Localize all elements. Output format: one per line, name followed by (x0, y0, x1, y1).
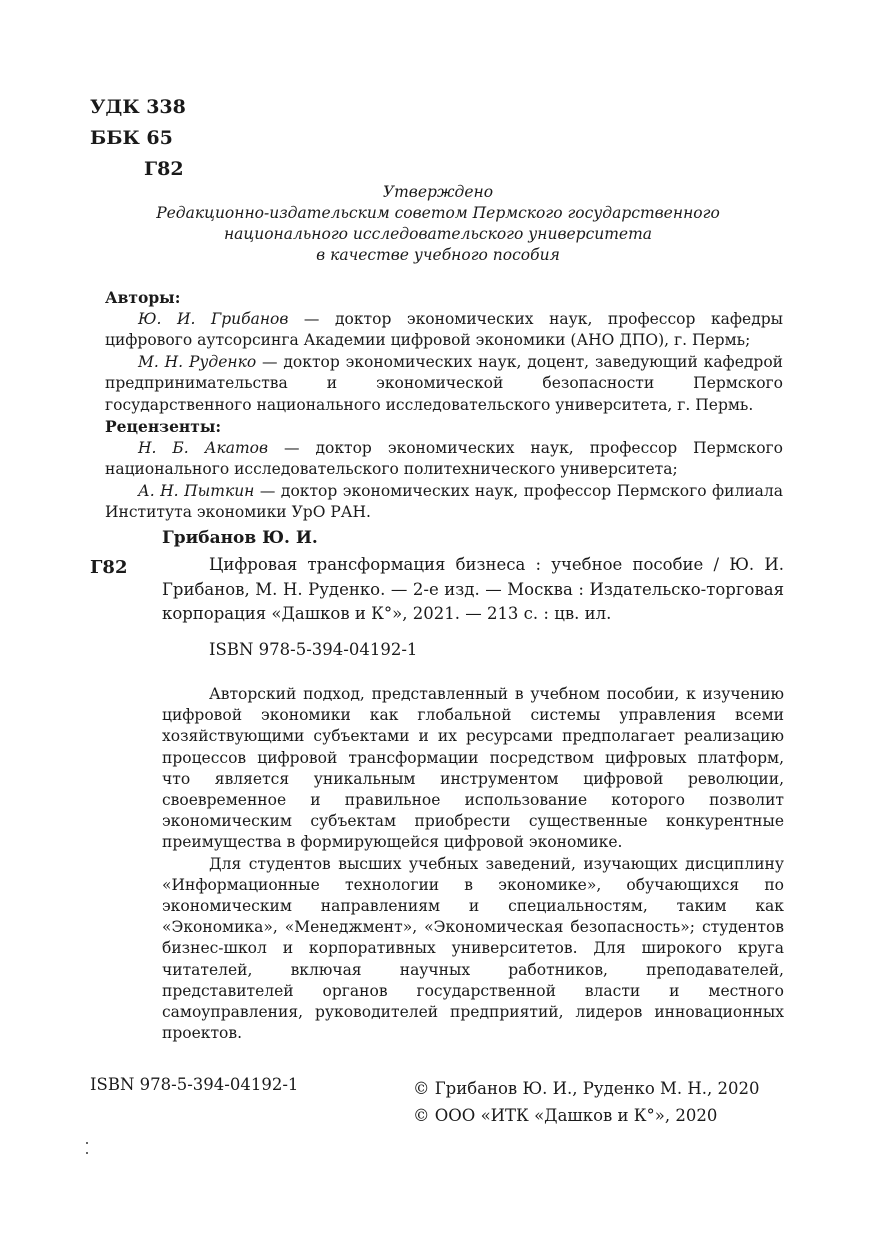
reviewer-entry (105, 481, 783, 524)
annotation-paragraph: Авторский подход, представленный в учебном пособии, к изучению цифровой экономики как глобальной системы управления всеми хозяйствующими субъектами и их ресурсами предполагает реализацию процессов цифровой трансформации посредством цифровых платформ, что является уникальным инструментом цифровой революции, своевременное и правильное использование которого позволит экономическим субъектам приобрести существенные конкурентные преимущества в формирующейся цифровой экономике. (162, 685, 784, 852)
author-sign: Г82 (144, 158, 184, 180)
footer-isbn: ISBN 978-5-394-04192-1 (90, 1075, 299, 1094)
approval-line: Редакционно-издательским советом Пермского государственного (156, 204, 720, 222)
catalog-isbn: ISBN 978-5-394-04192-1 (209, 640, 418, 659)
approval-line: национального исследовательского университета (223, 225, 653, 243)
author-name: М. Н. Руденко (138, 352, 257, 371)
margin-mark (86, 1142, 88, 1144)
reviewer-entry (105, 438, 783, 481)
reviewer-name: Н. Б. Акатов (138, 438, 268, 457)
catalog-description: Цифровая трансформация бизнеса : учебное пособие / Ю. И. Грибанов, М. Н. Руденко. — 2-е изд. — Москва : Издательско-торговая корпорация «Дашков и К°», 2021. — 213 с. : цв. ил. (162, 555, 784, 623)
approval-block (100, 182, 776, 266)
approval-line: в качестве учебного пособия (316, 246, 560, 264)
copyright-line: © Грибанов Ю. И., Руденко М. Н., 2020 (413, 1079, 760, 1098)
classification-codes (90, 92, 186, 185)
reviewer-description: — доктор экономических наук, профессор Пермского национального исследовательского политехнического университета; (105, 438, 783, 478)
udk-code: УДК 338 (90, 96, 186, 118)
bbk-code: ББК 65 (90, 127, 173, 149)
reviewer-name: А. Н. Пыткин (138, 481, 255, 500)
margin-mark (86, 1152, 88, 1154)
author-description: — доктор экономических наук, профессор кафедры цифрового аутсорсинга Академии цифровой экономики (АНО ДПО), г. Пермь; (105, 309, 783, 349)
reviewers-heading: Рецензенты: (105, 417, 222, 436)
author-entry (105, 309, 783, 352)
annotation-block (162, 684, 784, 1044)
authors-heading: Авторы: (105, 288, 181, 307)
approval-line: Утверждено (382, 183, 494, 201)
catalog-code: Г82 (90, 557, 128, 578)
author-name: Ю. И. Грибанов (138, 309, 289, 328)
annotation-paragraph: Для студентов высших учебных заведений, изучающих дисциплину «Информационные технологии в экономике», обучающихся по экономическим направлениям и специальностям, таким как «Экономика», «Менеджмент», «Экономическая безопасность»; студентов бизнес-школ и корпоративных университетов. Для широкого круга читателей, включая научных работников, преподавателей, представителей органов государственной власти и местного самоуправления, руководителей предприятий, лидеров инновационных проектов. (162, 854, 784, 1043)
copyright-block (413, 1075, 760, 1129)
author-entry (105, 352, 783, 417)
reviewer-description: — доктор экономических наук, профессор Пермского филиала Института экономики УрО РАН. (105, 481, 783, 521)
authors-reviewers-block (105, 287, 783, 524)
copyright-line: © ООО «ИТК «Дашков и К°», 2020 (413, 1106, 718, 1125)
catalog-author-heading: Грибанов Ю. И. (162, 528, 318, 548)
author-description: — доктор экономических наук, доцент, заведующий кафедрой предпринимательства и экономической безопасности Пермского государственного национального исследовательского университета, г. Пермь. (105, 352, 783, 414)
